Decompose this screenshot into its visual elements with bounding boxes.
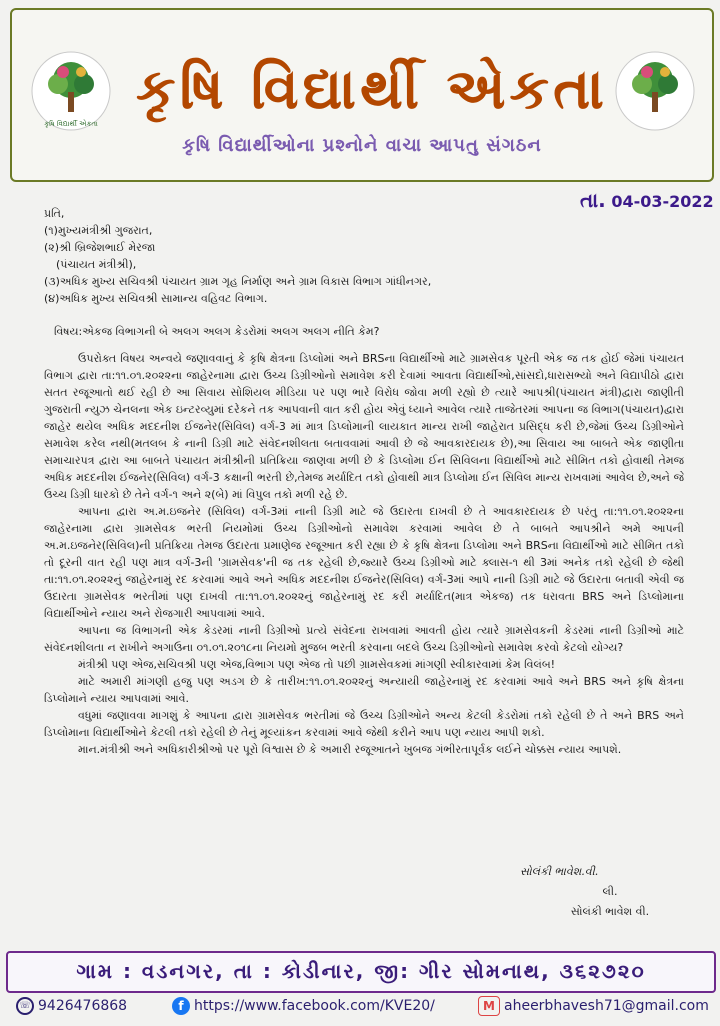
letter-paragraph: વધુમાં જણાવવા માગશું કે આપના દ્વારા ગ્રામસેવક ભરતીમાં જે ઉચ્ચ ડિગ્રીઓને અન્ય કેટલી કેડરોમાં તકો રહેલી છે તે અને BRS અને ડિપ્લોમાના વિદ્યાર્થીઓને કેટલી તકો રહેલી છે તેનું મૂલ્યાંકન કરવામાં આવે જેથી કરીને આપ પણ ન્યાય આપી શકો. [44,709,684,739]
facebook-contact [172,994,435,1018]
letterhead-header [10,8,714,182]
email-icon: M [478,996,500,1016]
letter-paragraph: મંત્રીશ્રી પણ એજ,સચિવશ્રી પણ એજ,વિભાગ પણ એજ તો પછી ગ્રામસેવકમાં માંગણી સ્વીકારવામાં કેમ વિલંબ! [78,658,556,671]
logo-caption: કૃષિ વિદ્યાર્થી એકતા [44,120,98,128]
recipient-line: (૧)મુખ્યમંત્રીશ્રી ગુજરાત, [44,224,153,237]
phone-number[interactable]: 9426476868 [38,998,128,1014]
letter-subject: વિષય:એકજ વિભાગની બે અલગ અલગ કેડરોમાં અલગ અલગ નીતિ કેમ? [54,325,380,338]
email-address[interactable]: aheerbhavesh71@gmail.com [504,998,709,1014]
letter-paragraph: આપના દ્વારા અ.મ.ઇજનેર (સિવિલ) વર્ગ-3માં નાની ડિગ્રી માટે જે ઉદારતા દાખવી છે તે આવકારદાયક છે પરંતુ તા:૧૧.૦૧.૨૦૨૨ના જાહેરનામા દ્વારા ગ્રામસેવક ભરતી નિયમોમાં ઉચ્ચ ડિગ્રીઓનો સમાવેશ કરવામાં આવેલ છે તે બાબતે આપશ્રીને અમે આપની અ.મ.ઇજનેર(સિવિલ)ની પ્રતિક્રિયા તેમજ ઉદારતા પ્રમાણેજ રજૂઆત કરી રહ્યા છે કે કૃષિ ક્ષેત્રના ડિપ્લોમા અને BRSના વિદ્યાર્થીઓ માટે સીમિત તકો તો દૂરની વાત રહી પણ માત્ર વર્ગ-3ની 'ગ્રામસેવક'ની જ તક રહેલી છે,જ્યારે ઉચ્ચ ડિગ્રીઓ માટે ક્લાસ-૧ થી 3માં અનેક તકો રહેલી છે જેથી તા:૧૧.૦૧.૨૦૨૨નું જાહેરનામું રદ કરવામાં આવે અને અધિક મદદનીશ ઈજનેર(સિવિલ) વર્ગ-3માં આપે નાની ડિગ્રી માટે જે ઉદારતા બતાવી એવી જ ઉદારતા ગ્રામસેવક ભરતીમાં પણ દાખવી તા:૧૧.૦૧.૨૦૨૨નું જાહેરનામું રદ કરી મર્યાદિત(માત્ર એકજ) તક ધરાવતા BRS અને ડિપ્લોમાના વિદ્યાર્થીઓને ન્યાય અને રોજગારી આપવામાં આવે. [44,505,684,620]
recipient-list [44,205,684,307]
signature-block [520,862,700,922]
letter-paragraph: માન.મંત્રીશ્રી અને અધિકારીશ્રીઓ પર પૂરો વિશ્વાસ છે કે અમારી રજૂઆતને ખુબજ ગંભીરતાપૂર્વક લઈને ચોક્કસ ન્યાય આપશે. [78,743,622,756]
recipient-line: (૩)અધિક મુખ્ય સચિવશ્રી પંચાયત ગ્રામ ગૃહ નિર્માણ અને ગ્રામ વિકાસ વિભાગ ગાંધીનગર, [44,275,432,288]
footer-address-box [6,951,716,993]
facebook-link[interactable]: https://www.facebook.com/KVE20/ [194,998,435,1014]
email-contact [478,994,709,1018]
letter-paragraph: માટે અમારી માંગણી હજુ પણ અડગ છે કે તારીખ:૧૧.૦૧.૨૦૨૨નું અન્યાયી જાહેરનામું રદ કરવામાં આવે અને BRS અને કૃષિ ક્ષેત્રના ડિપ્લોમાને ન્યાય આપવામાં આવે. [44,675,684,705]
letter-paragraph: આપના જ વિભાગની એક કેડરમાં નાની ડિગ્રીઓ પ્રત્યે સંવેદના રાખવામાં આવતી હોય ત્યારે ગ્રામસેવકની કેડરમાં નાની ડિગ્રીઓ માટે સંવેદનશીલતા ન રાખીને અગાઉના ૦૧.૦૧.૨૦૧૮ના નિયમો મુજબ ભરતી કરવાના બદલે ઉચ્ચ ડિગ્રીઓનો સમાવેશ કરવો કેટલો યોગ્ય? [44,624,684,654]
recipient-line: પ્રતિ, [44,207,65,220]
signature-li: લી. [602,885,618,898]
organization-title: કૃષિ વિદ્યાર્થી એકતા [136,57,608,122]
footer-address: ગામ : વડનગર, તા : કોડીનાર, જી: ગીર સોમનાથ, ૩૬૨૭૨૦ [76,959,646,983]
tree-logo-icon [30,50,112,132]
date-value: 04-03-2022 [611,192,714,211]
recipient-line: (૪)અધિક મુખ્ય સચિવશ્રી સામાન્ય વહિવટ વિભાગ. [44,292,268,305]
date-label: તા. [580,188,606,212]
phone-contact [16,994,127,1018]
facebook-icon: f [172,997,190,1015]
recipient-line: (પંચાયત મંત્રીશ્રી), [56,258,137,271]
phone-icon: ☏ [16,997,34,1015]
recipient-line: (૨)શ્રી બ્રિજેશભાઈ મેરજા [44,241,156,254]
handwritten-signature: સોલંકી ભાવેશ.વી. [520,865,599,878]
signatory-name: સોલંકી ભાવેશ વી. [570,905,650,918]
letter-paragraph: ઉપરોક્ત વિષય અન્વયે જણાવવાનું કે કૃષિ ક્ષેત્રના ડિપ્લોમાં અને BRSના વિદ્યાર્થીઓ માટે ગ્રામસેવક પૂરતી એક જ તક હોઈ જેમાં પંચાયત વિભાગ દ્વારા તા:૧૧.૦૧.૨૦૨૨ના જાહેરનામા દ્વારા ઉચ્ચ ડિગ્રીઓનો સમાવેશ કરી દેવામાં આવતા વિદ્યાર્થીઓ,સાંસદો,ધારાસભ્યો અને વિદ્યાપીઠો દ્વારા સતત રજૂઆતો થઈ રહી છે આ સિવાય સોશિયલ મીડિયા પર પણ ભારે વિરોધ જોવા મળી રહ્યો છે ત્યારે આપશ્રી(પંચાયત મંત્રી)દ્વારા જાણીતી ગુજરાતી ન્યુઝ ચેનલના એક ઇન્ટરવ્યુમાં દરેકને તક આપવાની વાત કરી હોય એવું ધ્યાને આવેલ ત્યારે તાજેતરમાં આપના જ વિભાગ(પંચાયત)દ્વારા જાહેર થયેલ અધિક મદદનીશ ઈજનેર(સિવિલ) વર્ગ-3 માં માત્ર ડિપ્લોમાની લાયકાત માન્ય રાખી જાહેરાત પ્રસિદ્ધ કરી છે,જેમાં ઉચ્ચ ડિગ્રીઓને સમાવેશ કરેલ નથી(મતલબ કે નાની ડિગ્રી માટે સંવેદનશીલતા બતાવવામાં આવી છે જે આવકારદાયક છે),આ સિવાય આ બાબતે એક જાણીતા સમાચારપત્ર દ્વારા આ બાબતે પંચાયત મંત્રીશ્રીની પ્રતિક્રિયા જાણવા મળી છે કે ડિપ્લોમા ઈન સિવિલના વિદ્યાર્થીઓ માટે સીમિત તકો હોવાથી તેમજ અધિક મદદનીશ ઈજનેર(સિવિલ) વર્ગ-3 કક્ષાની ભરતી છે,તેમજ મર્યાદિત તકો હોવાથી માત્ર ડિપ્લોમા ઈન સિવિલ માન્ય રાખવામાં આવેલ છે,અને જે ઉચ્ચ ડિગ્રી ધારકો છે તેને વર્ગ-૧ અને ૨(બે) માં વિપુલ તકો મળી રહે છે. [44,352,684,501]
tree-logo-right-icon [614,50,696,132]
organization-tagline: કૃષિ વિદ્યાર્થીઓના પ્રશ્નોને વાચા આપતુ સંગઠન [182,135,542,156]
letter-body [44,205,684,758]
